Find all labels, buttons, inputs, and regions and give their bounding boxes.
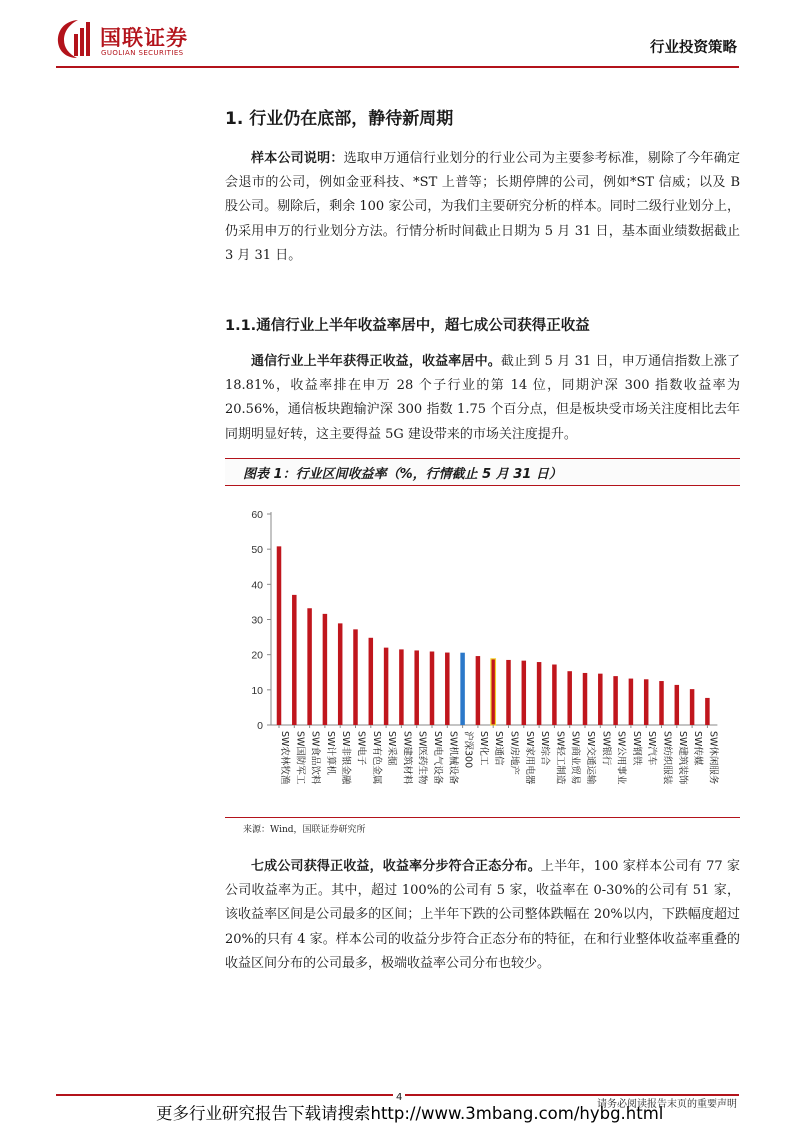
x-tick-label: SW轻工制造	[554, 731, 566, 785]
bar	[583, 673, 588, 725]
x-tick-label: SW建筑装饰	[676, 731, 688, 785]
bar	[613, 676, 618, 725]
bar	[414, 650, 419, 725]
figure-1-header	[225, 458, 740, 486]
bar	[353, 629, 358, 725]
industry-return-lead: 通信行业上半年获得正收益，收益率居中。	[251, 354, 501, 369]
bar	[369, 638, 374, 725]
figure-1-source: 来源：Wind，国联证券研究所	[243, 825, 366, 835]
section-1-title: 1. 行业仍在底部，静待新周期	[225, 109, 454, 129]
bar	[567, 671, 572, 725]
positive-return-paragraph	[225, 855, 740, 976]
x-tick-label: SW电子	[355, 731, 367, 766]
x-tick-label: SW家用电器	[523, 731, 535, 785]
logo-mark-icon	[56, 18, 96, 60]
y-tick-label: 40	[251, 579, 263, 592]
x-tick-label: SW采掘	[386, 731, 398, 766]
x-tick-label: SW交通运输	[585, 731, 596, 785]
x-tick-label: SW建筑材料	[401, 731, 413, 785]
bar	[323, 614, 328, 725]
sample-note-paragraph	[225, 147, 740, 268]
bar	[644, 679, 649, 725]
x-tick-label: SW计算机	[324, 731, 336, 775]
report-type: 行业投资策略	[650, 40, 737, 56]
bar	[277, 546, 282, 725]
sector-return-chart	[225, 494, 740, 814]
bar	[705, 698, 710, 725]
bar	[399, 649, 404, 725]
bar	[384, 648, 389, 725]
bar	[476, 656, 481, 725]
footer-banner-link[interactable]: 更多行业研究报告下载请搜索http://www.3mbang.com/hybg.html	[156, 1104, 664, 1123]
bar	[659, 681, 664, 725]
x-tick-label: SW国防军工	[294, 731, 306, 785]
sample-note-lead: 样本公司说明：	[251, 151, 344, 166]
x-tick-label: SW电气设备	[432, 731, 443, 785]
x-tick-label: SW化工	[477, 731, 489, 766]
x-tick-label: SW钢铁	[630, 731, 642, 766]
x-tick-label: SW医药生物	[416, 731, 428, 785]
header-divider	[56, 66, 739, 68]
logo-en-text: GUOLIAN SECURITIES	[101, 49, 184, 57]
figure-1-title: 图表 1：行业区间收益率（%，行情截止 5 月 31 日）	[243, 467, 562, 482]
bar	[445, 653, 450, 725]
x-tick-label: SW商业贸易	[569, 731, 581, 785]
x-tick-label: SW综合	[539, 731, 551, 766]
x-tick-label: SW传媒	[692, 731, 704, 766]
positive-return-text: 上半年，100 家样本公司有 77 家公司收益率为正。其中，超过 100%的公司有 5 家，收益率在 0-30%的公司有 51 家，该收益率区间是公司最多的区间；上半年下跌的公司整体跌幅在 20%以内，下跌幅度超过 20%的只有 4 家。样本公司的收益分步符合正态分布的特征，在和行业整体收益率重叠的收益区间分布的公司最多，极端收益率公司分布也较少。	[225, 859, 740, 971]
bar	[552, 665, 557, 725]
x-tick-label: SW银行	[600, 731, 612, 766]
x-tick-label: SW纺织服装	[661, 731, 673, 785]
x-tick-label: SW食品饮料	[309, 731, 321, 785]
y-tick-label: 60	[251, 509, 263, 521]
bar	[629, 679, 634, 725]
x-tick-label: SW通信	[493, 731, 505, 766]
logo-cn-text: 国联证券	[100, 26, 188, 50]
section-1-1-title: 1.1.通信行业上半年收益率居中，超七成公司获得正收益	[225, 318, 590, 334]
x-tick-label: SW非银金融	[340, 731, 352, 785]
bar	[460, 653, 465, 725]
x-tick-label: 沪深300	[462, 731, 474, 769]
bar	[430, 652, 435, 725]
y-tick-label: 20	[251, 649, 263, 662]
bar	[292, 595, 297, 725]
y-tick-label: 30	[251, 614, 263, 627]
footer-disclaimer: 请务必阅读报告末页的重要声明	[597, 1099, 737, 1110]
y-tick-label: 0	[257, 720, 263, 732]
bar	[506, 660, 511, 725]
x-tick-label: SW公用事业	[615, 731, 627, 785]
positive-return-lead: 七成公司获得正收益，收益率分步符合正态分布。	[251, 859, 541, 874]
y-tick-label: 50	[251, 544, 263, 557]
x-tick-label: SW有色金属	[370, 731, 382, 785]
bar	[491, 659, 496, 725]
x-tick-label: SW农林牧渔	[279, 731, 290, 785]
bar	[537, 662, 542, 725]
company-logo	[56, 18, 216, 60]
sample-note-text: 选取申万通信行业划分的行业公司为主要参考标准，剔除了今年确定会退市的公司，例如金亚科技、*ST 上普等；长期停牌的公司，例如*ST 信威；以及 B 股公司。剔除后，剩余 100 家公司，为我们主要研究分析的样本。同时二级行业划分上，仍采用申万的行业划分方法。行情分析时间截止日期为 5 月 31 日，基本面业绩数据截止 3 月 31 日。	[225, 151, 740, 263]
bar	[338, 623, 343, 725]
x-tick-label: SW汽车	[646, 731, 658, 766]
bar	[690, 689, 695, 725]
bar	[522, 661, 527, 725]
bar	[307, 608, 312, 725]
bar	[675, 685, 680, 725]
page-number: 4	[393, 1092, 405, 1103]
industry-return-text: 截止到 5 月 31 日，申万通信指数上涨了 18.81%，收益率排在申万 28 个子行业的第 14 位，同期沪深 300 指数收益率为 20.56%，通信板块跑输沪深 300 指数 1.75 个百分点，但是板块受市场关注度相比去年同期明显好转，这主要得益 5G 建设带来的市场关注度提升。	[225, 354, 740, 442]
x-tick-label: SW休闲服务	[707, 731, 719, 785]
figure-1-divider	[225, 817, 740, 818]
bar	[598, 674, 603, 725]
x-tick-label: SW机械设备	[447, 731, 459, 785]
x-tick-label: SW房地产	[508, 731, 520, 775]
industry-return-paragraph	[225, 350, 740, 447]
y-tick-label: 10	[251, 684, 263, 697]
